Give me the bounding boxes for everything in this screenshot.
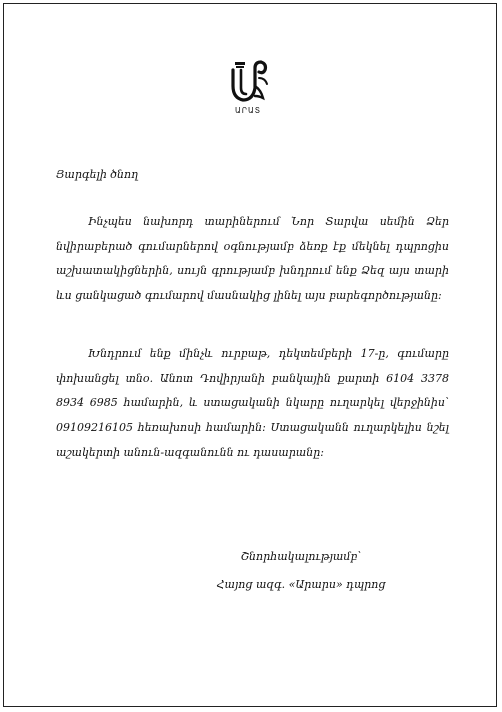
letter-salutation: Յարգելի ծնող <box>56 168 139 181</box>
letter-paragraph-2: Խնդրում ենք մինչև ուրբաթ, դեկտեմբերի 17-ը, գումարը փոխանցել տնօ. Անոտ Դովիրյանի բանկային քարտի 6104 3378 8934 6985 համարին, և ստացականի նկարը ուղարկել վերջինիս՝ 09109216105 հեռախոսի համարին: Ստացականն ուղարկելիս նշել աշակերտի անուն-ազգանունն ու դասարանը: <box>56 347 449 459</box>
letter-paragraph-1: Ինչպես նախորդ տարիներում Նոր Տարվա սեմին Ձեր նվիրաբերած գումարներով օգնությամբ ձեռք էք մեկնել դպրոցիս աշխատակիցներին, սույն գրությամբ խնդրում ենք Ձեզ այս տարի ևս ցանկացած գումարով մասնակից լինել այս բարեգործությանը: <box>56 215 449 303</box>
letter-signature: Հայոց ազգ. «Արարս» դպրոց <box>216 578 386 591</box>
letter-closing: Շնորհակալությամբ՝ <box>240 550 362 563</box>
logo-wordmark: ԱՐԱՏ <box>235 106 261 115</box>
school-logo <box>219 56 277 122</box>
logo-emblem-icon <box>219 56 277 106</box>
